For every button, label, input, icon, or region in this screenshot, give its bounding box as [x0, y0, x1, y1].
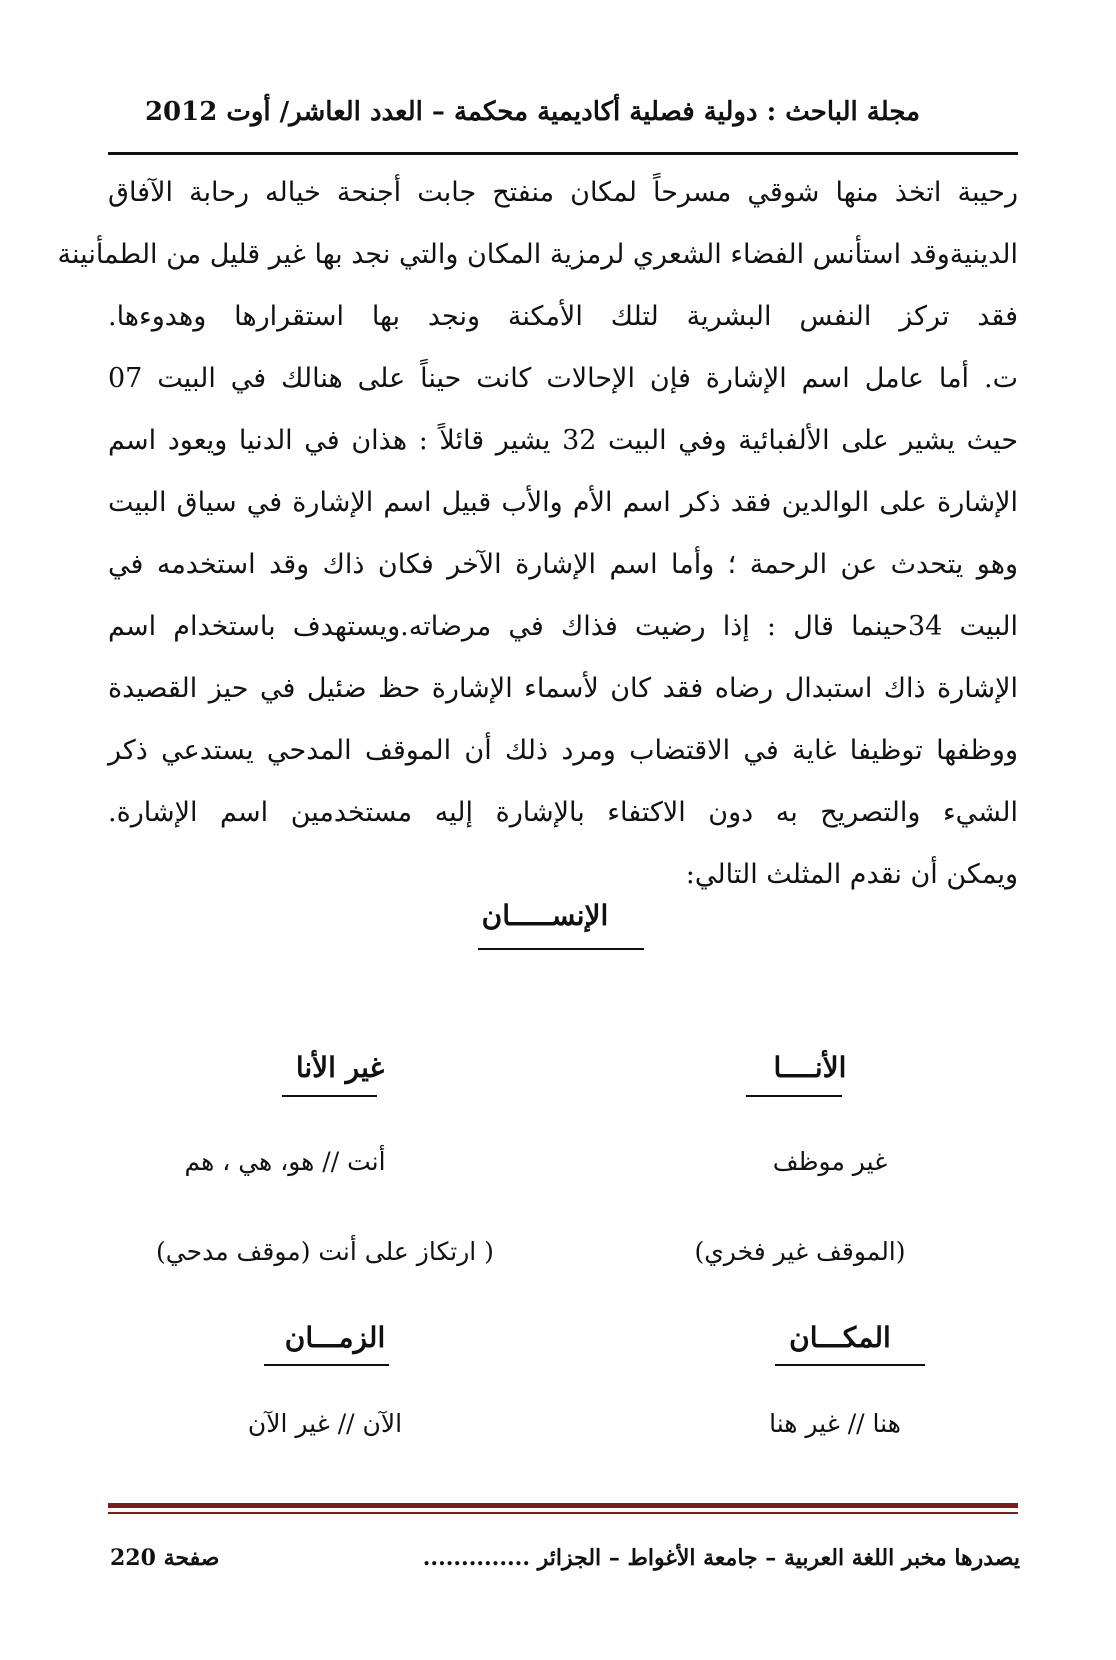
body-line: البيت 34حينما قال : إذا رضيت فذاك في مرضاته.ويستهدف باستخدام اسم — [108, 611, 1018, 642]
journal-header-title: مجلة الباحث : دولية فصلية أكاديمية محكمة – العدد العاشر/ أوت 2012 — [144, 97, 921, 127]
ana-underline — [746, 1095, 842, 1097]
body-line: الشيء والتصريح به دون الاكتفاء بالإشارة إليه مستخدمين اسم الإشارة. — [108, 797, 1018, 828]
ghayr-ana-underline — [282, 1095, 377, 1097]
body-line: ويمكن أن نقدم المثلث التالي: — [685, 859, 1018, 890]
ghayr-ana-line1: أنت // هو، هي ، هم — [184, 1147, 386, 1176]
footer-publisher: يصدرها مخبر اللغة العربية – جامعة الأغواط – الجزائر .............. — [422, 1545, 1020, 1571]
ghayr-ana-heading: غير الأنا — [295, 1051, 385, 1084]
body-line: الدينيةوقد استأنس الفضاء الشعري لرمزية المكان والتي نجد بها غير قليل من الطمأنينة — [57, 239, 1018, 270]
makan-underline — [775, 1364, 925, 1366]
zaman-underline — [264, 1364, 389, 1366]
body-line: رحيبة اتخذ منها شوقي مسرحاً لمكان منفتح جابت أجنحة خياله رحابة الآفاق — [108, 177, 1018, 208]
body-text — [57, 162, 1019, 906]
ana-heading: الأنــــا — [773, 1051, 847, 1084]
ghayr-ana-line2: ( ارتكاز على أنت (موقف مدحي) — [156, 1237, 494, 1266]
body-line: الإشارة على الوالدين فقد ذكر اسم الأم والأب قبيل اسم الإشارة في سياق البيت — [108, 487, 1018, 518]
zaman-values: الآن // غير الآن — [247, 1409, 403, 1438]
body-line: ت. أما عامل اسم الإشارة فإن الإحالات كانت حيناً على هنالك في البيت 07 — [108, 363, 1018, 394]
body-line: حيث يشير على الألفبائية وفي البيت 32 يشير قائلاً : هذان في الدنيا ويعود اسم — [108, 425, 1019, 456]
body-line: الإشارة ذاك استبدال رضاه فقد كان لأسماء الإشارة حظ ضئيل في حيز القصيدة — [108, 673, 1018, 704]
footer-page-number: صفحة 220 — [110, 1545, 220, 1571]
body-line: ووظفها توظيفا غاية في الاقتضاب ومرد ذلك أن الموقف المدحي يستدعي ذكر — [108, 735, 1018, 766]
body-line: وهو يتحدث عن الرحمة ؛ وأما اسم الإشارة الآخر فكان ذاك وقد استخدمه في — [108, 549, 1018, 580]
footer-divider-thin — [108, 1512, 1018, 1514]
body-line: فقد تركز النفس البشرية لتلك الأمكنة ونجد بها استقرارها وهدوءها. — [108, 301, 1018, 332]
makan-heading: المكـــان — [789, 1321, 891, 1354]
zaman-heading: الزمـــان — [284, 1321, 386, 1354]
ana-line2: (الموقف غير فخري) — [694, 1237, 906, 1266]
header-divider — [108, 152, 1018, 155]
footer-divider-thick — [108, 1503, 1018, 1508]
diagram-top-underline — [478, 948, 644, 950]
ana-line1: غير موظف — [772, 1147, 888, 1176]
makan-values: هنا // غير هنا — [769, 1409, 901, 1438]
diagram-top-heading: الإنســـــان — [481, 899, 609, 932]
